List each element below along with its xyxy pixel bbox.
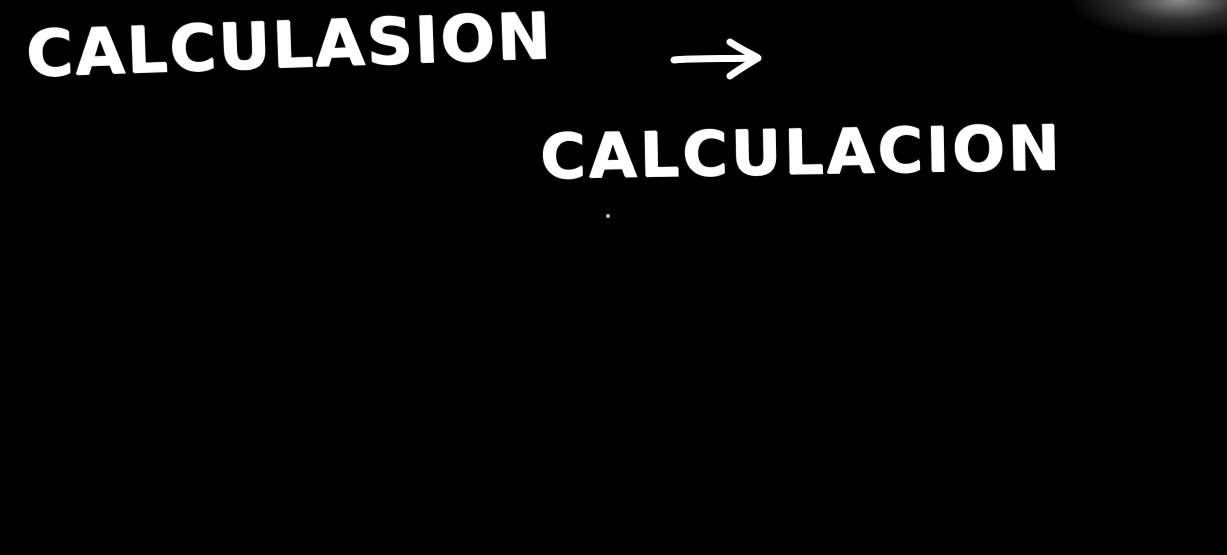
light-glare [1067,0,1227,40]
right-arrow-icon [668,36,768,80]
incorrect-word: CALCULASION [24,0,554,92]
correct-word: CALCULACION [539,110,1064,193]
chalk-speck [606,214,610,218]
